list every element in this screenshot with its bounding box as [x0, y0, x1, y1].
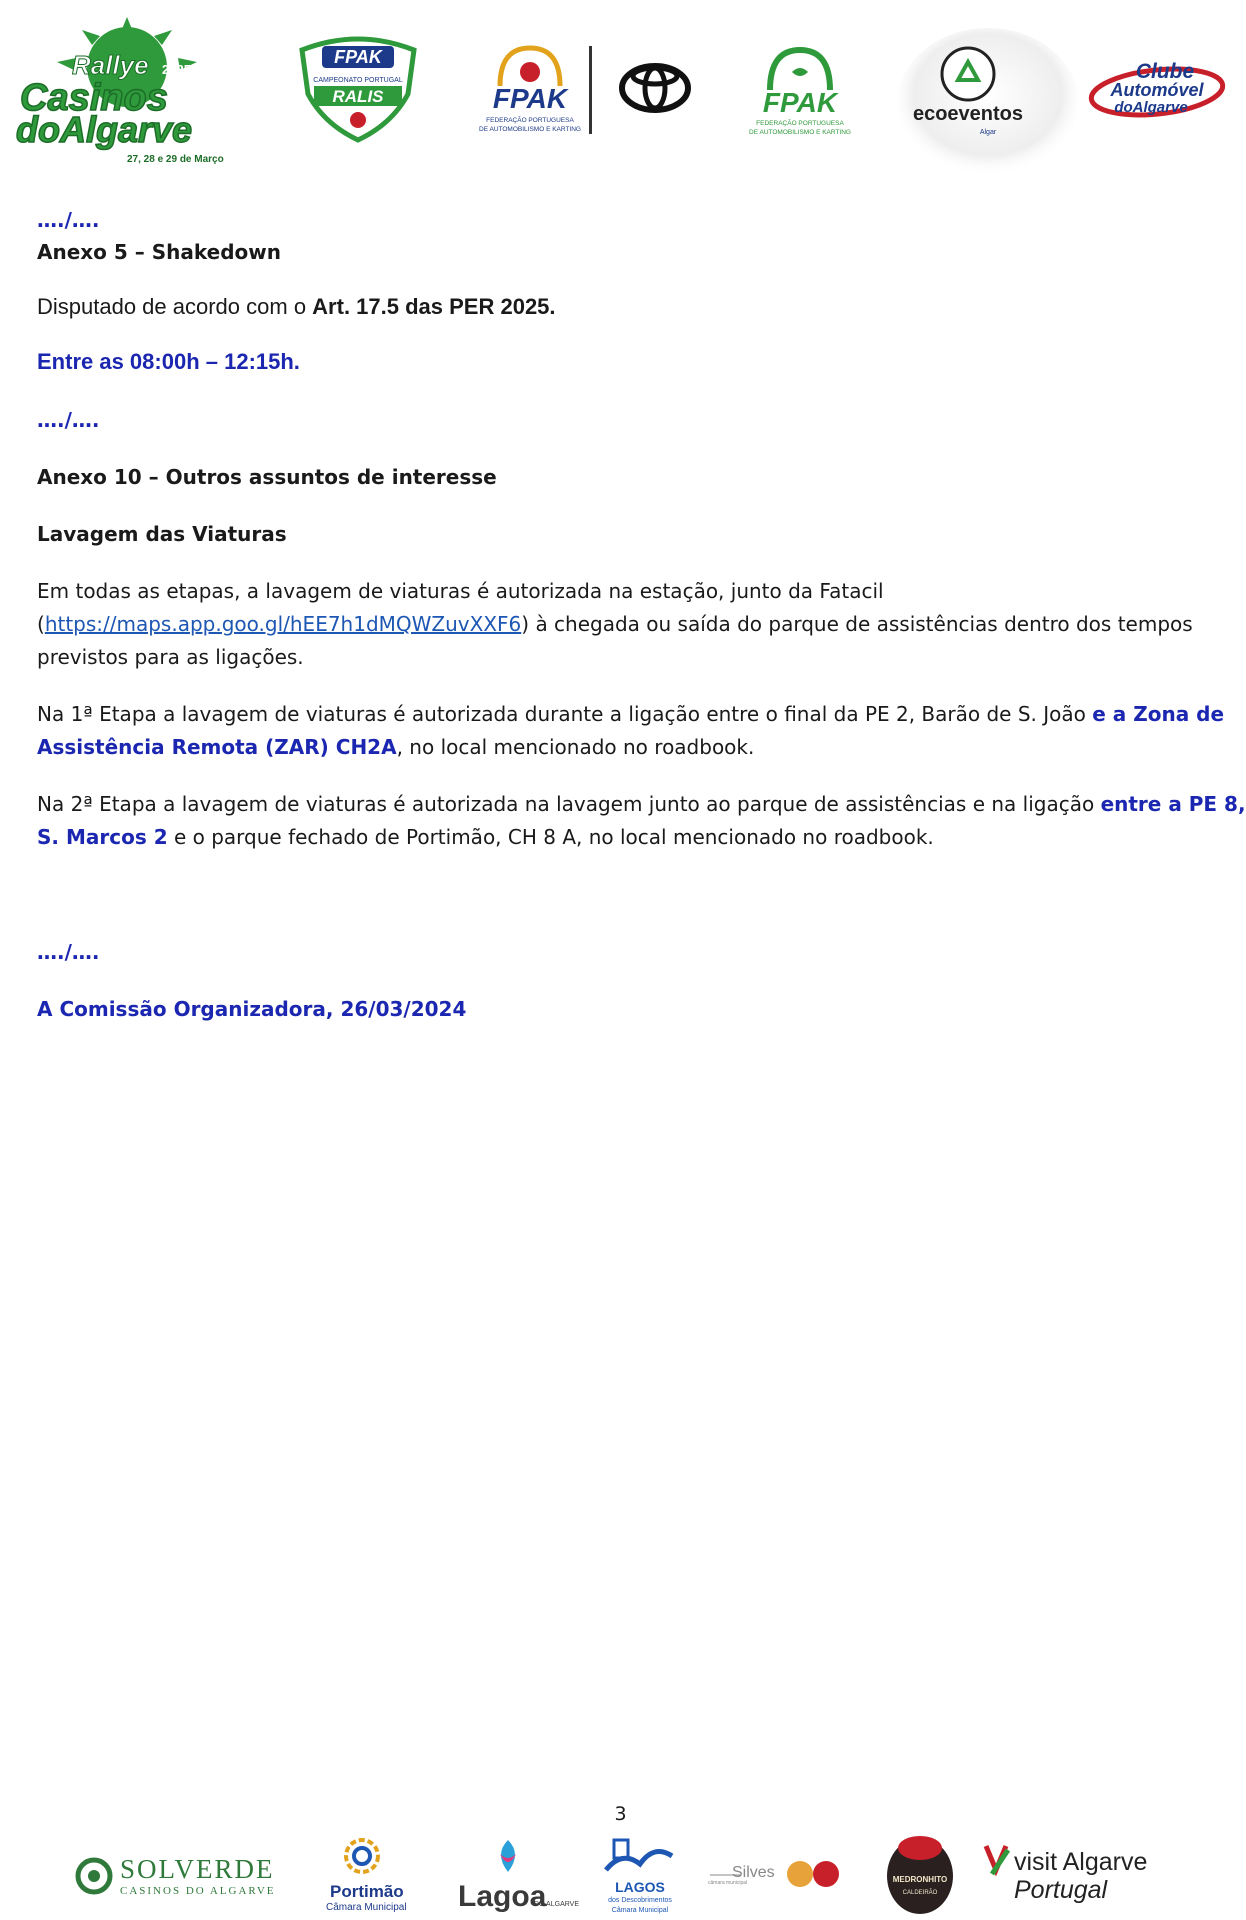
anexo-5-text-reference: Art. 17.5 das PER 2025. — [312, 294, 556, 319]
fpak-ralis-top: FPAK — [334, 47, 382, 67]
paragraph-3-line-2 — [37, 821, 934, 854]
separator-3: …./…. — [37, 940, 100, 964]
lavagem-title: Lavagem das Viaturas — [37, 522, 287, 546]
lagos-logo — [598, 1830, 682, 1920]
signature: A Comissão Organizadora, 26/03/2024 — [37, 997, 467, 1021]
casinos-text: Casinos — [20, 77, 168, 119]
algarve-text: doAlgarve — [16, 109, 193, 150]
paragraph-1-paren: ( — [37, 612, 45, 636]
fpak-green-logo — [749, 44, 851, 144]
visit-line1: visit Algarve — [1014, 1848, 1148, 1876]
clube-automovel-algarve-logo — [1085, 58, 1233, 124]
logo-divider — [589, 46, 592, 134]
fatacil-maps-link[interactable]: https://maps.app.goo.gl/hEE7h1dMQWZuvXXF6 — [44, 612, 522, 636]
fpak1-sub1: FEDERAÇÃO PORTUGUESA — [486, 117, 574, 124]
visit-algarve-logo — [982, 1840, 1162, 1912]
solverde-logo — [76, 1848, 290, 1904]
clube-line1: Clube — [1135, 60, 1195, 83]
separator-1: …./…. — [37, 208, 100, 232]
footer-sponsor-bar — [0, 1830, 1241, 1920]
toyota-logo — [618, 62, 692, 114]
paragraph-3-line-2-highlight: S. Marcos 2 — [37, 825, 168, 849]
paragraph-2-line-1-highlight: e a Zona de — [1092, 702, 1225, 726]
rallye-dates: 27, 28 e 29 de Março — [127, 154, 224, 165]
paragraph-2-line-2 — [37, 731, 754, 764]
header-logo-bar — [0, 0, 1241, 185]
medronhito-main: MEDRONHITO — [892, 1875, 948, 1884]
lagoa-sub: DO ALGARVE — [534, 1901, 580, 1908]
rallye-casinos-algarve-logo — [12, 12, 242, 167]
fpak-federation-logo — [480, 42, 580, 142]
paragraph-2-line-1 — [37, 698, 1224, 731]
medronhito-logo — [884, 1830, 956, 1918]
anexo-10-title: Anexo 10 – Outros assuntos de interesse — [37, 465, 497, 489]
fpak1-sub2: DE AUTOMOBILISMO E KARTING — [479, 126, 581, 133]
anexo-5-text — [37, 290, 556, 323]
paragraph-3-line-2-text: e o parque fechado de Portimão, CH 8 A, no local mencionado no roadbook. — [167, 825, 934, 849]
lagos-sub1: dos Descobrimentos — [608, 1897, 672, 1904]
anexo-5-title: Anexo 5 – Shakedown — [37, 240, 281, 264]
paragraph-2-line-2-highlight: Assistência Remota (ZAR) CH2A — [37, 735, 397, 759]
fpak2-sub2: DE AUTOMOBILISMO E KARTING — [749, 129, 851, 136]
paragraph-2-line-2-text: , no local mencionado no roadbook. — [396, 735, 755, 759]
anexo-5-text-prefix: Disputado de acordo com o — [37, 294, 313, 319]
clube-line2: Automóvel — [1110, 80, 1204, 100]
paragraph-1-line-1: Em todas as etapas, a lavagem de viaturas é autorizada na estação, junto da Fatacil — [37, 579, 884, 603]
fpak-ralis-main: RALIS — [332, 87, 384, 106]
paragraph-3-line-1-text: Na 2ª Etapa a lavagem de viaturas é autorizada na lavagem junto ao parque de assistências e na ligação — [37, 792, 1101, 816]
paragraph-3-line-1-highlight: entre a PE 8, — [1100, 792, 1246, 816]
paragraph-1-line-2-rest: ) à chegada ou saída do parque de assistências dentro dos tempos — [521, 612, 1193, 636]
lagoa-main: Lagoa — [458, 1880, 547, 1913]
ecoeventos-logo — [898, 30, 1088, 180]
fpak2-main: FPAK — [762, 87, 838, 118]
ecoeventos-text: ecoeventos — [912, 103, 1024, 125]
clube-line3: doAlgarve — [1114, 99, 1188, 116]
paragraph-1-line-3: previstos para as ligações. — [37, 645, 304, 669]
portimao-sub: Câmara Municipal — [326, 1902, 407, 1913]
fpak-ralis-logo — [292, 32, 424, 144]
solverde-main: SOLVERDE — [120, 1854, 275, 1884]
silves-main: Silves — [732, 1864, 775, 1881]
anexo-5-time: Entre as 08:00h – 12:15h. — [37, 349, 300, 374]
lagoa-logo — [458, 1830, 580, 1918]
rallye-year: 2025 — [162, 62, 191, 77]
fpak-ralis-sub: CAMPEONATO PORTUGAL — [313, 77, 403, 84]
solverde-sub: CASINOS DO ALGARVE — [120, 1885, 276, 1897]
paragraph-2-line-1-text: Na 1ª Etapa a lavagem de viaturas é autorizada durante a ligação entre o final da PE 2, Barão de S. João — [37, 702, 1093, 726]
separator-2: …./…. — [37, 408, 100, 432]
lagos-sub2: Câmara Municipal — [611, 1907, 669, 1914]
silves-sub: câmara municipal — [708, 1880, 748, 1886]
paragraph-3-line-1 — [37, 788, 1246, 821]
medronhito-sub: CALDEIRÃO — [902, 1890, 938, 1896]
portimao-logo — [326, 1830, 422, 1918]
visit-line2: Portugal — [1014, 1876, 1108, 1904]
fpak1-main: FPAK — [492, 83, 568, 114]
rallye-text: Rallye — [72, 50, 149, 80]
paragraph-1-line-2 — [37, 608, 1193, 641]
ecoeventos-sub: Algar — [979, 129, 997, 136]
portimao-main: Portimão — [330, 1882, 404, 1901]
page-number: 3 — [614, 1803, 627, 1825]
silves-logo — [708, 1850, 848, 1900]
lagos-main: LAGOS — [615, 1879, 665, 1895]
fpak2-sub1: FEDERAÇÃO PORTUGUESA — [756, 120, 844, 127]
